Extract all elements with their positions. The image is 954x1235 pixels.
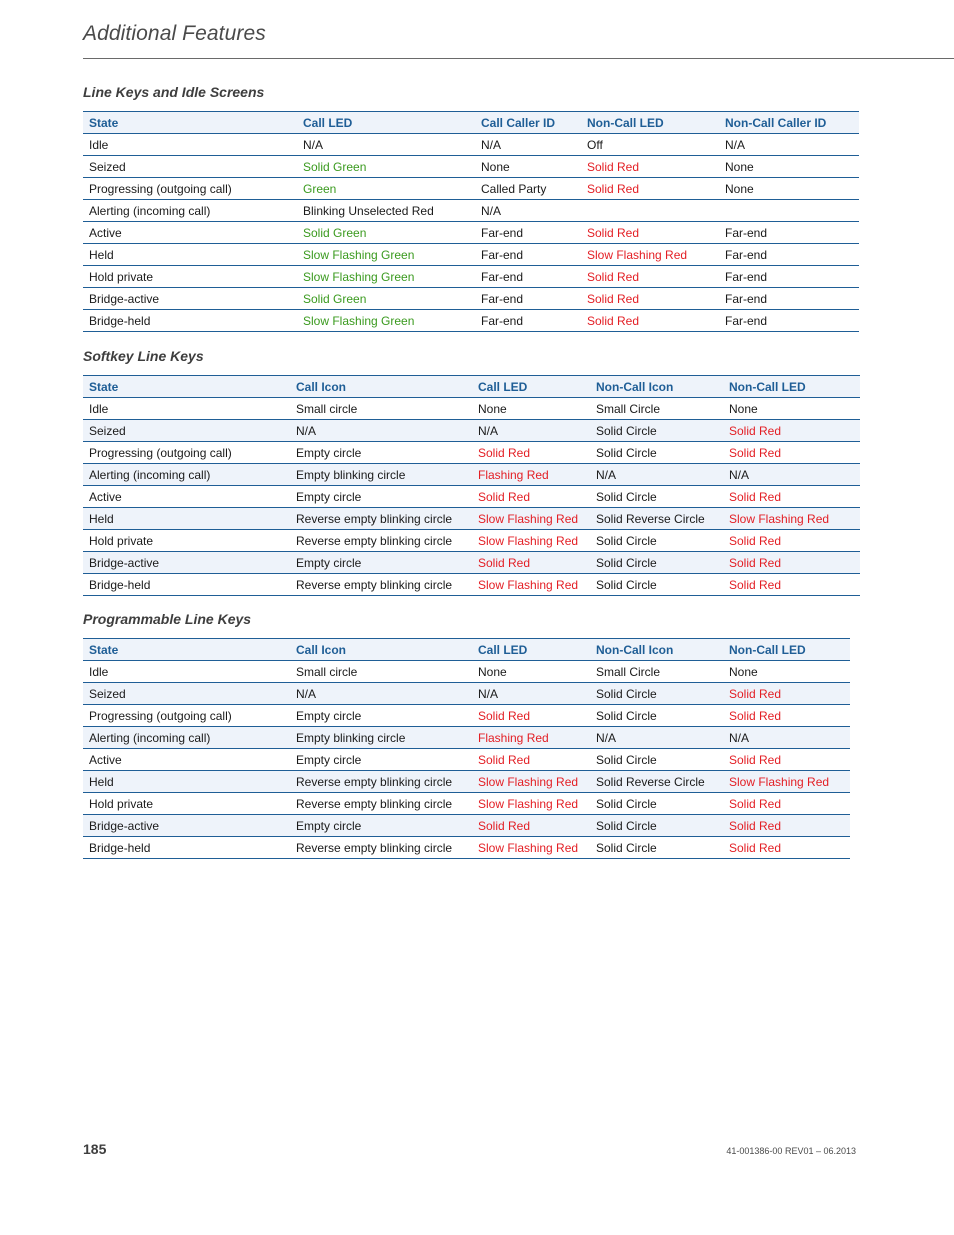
table-cell: Seized <box>83 156 297 178</box>
table-cell: None <box>472 398 590 420</box>
table-cell: Reverse empty blinking circle <box>290 837 472 859</box>
table-cell: Idle <box>83 661 290 683</box>
table-cell: N/A <box>719 134 859 156</box>
column-header: Non-Call LED <box>723 376 860 398</box>
table-cell: Slow Flashing Red <box>723 508 860 530</box>
table-cell: Far-end <box>719 244 859 266</box>
column-header: Call Icon <box>290 639 472 661</box>
table-cell: Hold private <box>83 793 290 815</box>
table-cell: Held <box>83 508 290 530</box>
table-cell: Far-end <box>475 266 581 288</box>
column-header: Non-Call Icon <box>590 639 723 661</box>
table-cell: Slow Flashing Red <box>472 530 590 552</box>
table-cell: Solid Red <box>723 683 850 705</box>
section-title-line-keys: Line Keys and Idle Screens <box>83 84 265 100</box>
table-cell: Solid Red <box>723 815 850 837</box>
table-cell: Solid Green <box>297 156 475 178</box>
table-cell: Flashing Red <box>472 464 590 486</box>
table-cell: Solid Red <box>723 530 860 552</box>
table-cell: Empty circle <box>290 486 472 508</box>
table-cell: Far-end <box>475 244 581 266</box>
table-cell: Small Circle <box>590 661 723 683</box>
table-row <box>83 178 859 200</box>
table-cell: N/A <box>590 727 723 749</box>
table-row <box>83 574 860 596</box>
table-cell: None <box>719 178 859 200</box>
table-cell: Solid Red <box>472 705 590 727</box>
table-cell: Reverse empty blinking circle <box>290 508 472 530</box>
column-header: Call Caller ID <box>475 112 581 134</box>
column-header: Call LED <box>297 112 475 134</box>
table-row <box>83 134 859 156</box>
table-cell: Slow Flashing Red <box>472 793 590 815</box>
table-row <box>83 200 859 222</box>
column-header: State <box>83 376 290 398</box>
table-cell: Solid Red <box>581 178 719 200</box>
table-cell: Solid Circle <box>590 442 723 464</box>
table-row <box>83 705 850 727</box>
table-cell: N/A <box>723 727 850 749</box>
table-cell: N/A <box>590 464 723 486</box>
page-number: 185 <box>83 1141 107 1157</box>
table-cell <box>719 200 859 222</box>
table-cell: Reverse empty blinking circle <box>290 793 472 815</box>
header-divider <box>83 58 954 59</box>
column-header: Call Icon <box>290 376 472 398</box>
table-header-row <box>83 112 859 134</box>
line-keys-table <box>83 111 859 332</box>
table-cell: Solid Red <box>723 705 850 727</box>
table-cell: Seized <box>83 420 290 442</box>
table-cell: Solid Red <box>723 837 850 859</box>
table-cell: Solid Reverse Circle <box>590 771 723 793</box>
table-cell: Solid Red <box>723 420 860 442</box>
table-cell: Far-end <box>475 288 581 310</box>
table-cell: Solid Red <box>723 486 860 508</box>
table-row <box>83 288 859 310</box>
column-header: Non-Call LED <box>723 639 850 661</box>
programmable-line-keys-table <box>83 638 850 859</box>
table-cell: Solid Circle <box>590 683 723 705</box>
table-row <box>83 552 860 574</box>
table-cell: N/A <box>472 420 590 442</box>
table-cell: None <box>719 156 859 178</box>
table-cell: N/A <box>290 683 472 705</box>
table-cell: Far-end <box>719 310 859 332</box>
table-cell: Solid Red <box>581 222 719 244</box>
table-cell: Slow Flashing Red <box>472 508 590 530</box>
table-row <box>83 156 859 178</box>
table-cell: Bridge-held <box>83 310 297 332</box>
table-cell: Far-end <box>719 222 859 244</box>
table-cell: Solid Red <box>472 815 590 837</box>
page-header-title: Additional Features <box>83 22 266 45</box>
table-row <box>83 815 850 837</box>
table-row <box>83 508 860 530</box>
table-cell: N/A <box>723 464 860 486</box>
table-row <box>83 683 850 705</box>
softkey-line-keys-table <box>83 375 860 596</box>
table-cell: Solid Circle <box>590 420 723 442</box>
column-header: Non-Call LED <box>581 112 719 134</box>
table-cell: Empty blinking circle <box>290 464 472 486</box>
table-cell: Slow Flashing Green <box>297 244 475 266</box>
table-cell: Held <box>83 771 290 793</box>
table-header-row <box>83 376 860 398</box>
table-cell: N/A <box>297 134 475 156</box>
table-cell: Solid Circle <box>590 815 723 837</box>
table-cell: Blinking Unselected Red <box>297 200 475 222</box>
table-cell: Reverse empty blinking circle <box>290 771 472 793</box>
table-cell: Idle <box>83 398 290 420</box>
table-row <box>83 222 859 244</box>
table-row <box>83 661 850 683</box>
table-cell: Solid Green <box>297 222 475 244</box>
table-cell: Empty circle <box>290 749 472 771</box>
table-cell: Progressing (outgoing call) <box>83 705 290 727</box>
table-row <box>83 464 860 486</box>
table-cell: Held <box>83 244 297 266</box>
table-cell: Reverse empty blinking circle <box>290 574 472 596</box>
table-cell: None <box>472 661 590 683</box>
table-cell: N/A <box>290 420 472 442</box>
table-row <box>83 244 859 266</box>
table-cell: Solid Red <box>472 749 590 771</box>
table-cell: Small circle <box>290 661 472 683</box>
table-cell: Solid Red <box>472 552 590 574</box>
table-cell: Slow Flashing Green <box>297 310 475 332</box>
table-cell: Solid Red <box>581 156 719 178</box>
table-cell: Empty circle <box>290 442 472 464</box>
table-cell: Alerting (incoming call) <box>83 727 290 749</box>
table-cell: Solid Red <box>723 793 850 815</box>
table-cell: Solid Red <box>581 310 719 332</box>
table-cell: Solid Circle <box>590 530 723 552</box>
table-row <box>83 837 850 859</box>
table-cell: N/A <box>475 200 581 222</box>
table-cell: Solid Red <box>723 442 860 464</box>
table-cell: Hold private <box>83 266 297 288</box>
table-cell: Progressing (outgoing call) <box>83 442 290 464</box>
table-cell: Empty circle <box>290 705 472 727</box>
table-cell: Far-end <box>475 310 581 332</box>
document-id: 41-001386-00 REV01 – 06.2013 <box>726 1146 856 1156</box>
table-cell: Slow Flashing Green <box>297 266 475 288</box>
table-cell: Empty circle <box>290 552 472 574</box>
table-cell: Solid Circle <box>590 486 723 508</box>
table-cell: Hold private <box>83 530 290 552</box>
table-cell: Called Party <box>475 178 581 200</box>
column-header: Non-Call Icon <box>590 376 723 398</box>
table-header-row <box>83 639 850 661</box>
table-cell: Progressing (outgoing call) <box>83 178 297 200</box>
table-cell: Far-end <box>719 266 859 288</box>
table-row <box>83 486 860 508</box>
table-cell: Bridge-active <box>83 815 290 837</box>
table-cell: Solid Red <box>723 552 860 574</box>
table-cell: Bridge-held <box>83 574 290 596</box>
table-cell: Slow Flashing Red <box>472 574 590 596</box>
table-cell: Solid Red <box>581 266 719 288</box>
table-cell: Empty circle <box>290 815 472 837</box>
table-row <box>83 266 859 288</box>
table-cell: Empty blinking circle <box>290 727 472 749</box>
table-cell: Solid Red <box>472 442 590 464</box>
table-cell: None <box>723 398 860 420</box>
column-header: State <box>83 112 297 134</box>
table-row <box>83 771 850 793</box>
table-cell: Solid Red <box>723 574 860 596</box>
table-cell: Solid Circle <box>590 793 723 815</box>
table-cell: Solid Red <box>472 486 590 508</box>
table-cell: Slow Flashing Red <box>472 837 590 859</box>
table-cell: None <box>475 156 581 178</box>
table-cell: Active <box>83 486 290 508</box>
table-cell: Alerting (incoming call) <box>83 464 290 486</box>
table-cell: Solid Circle <box>590 749 723 771</box>
table-cell: Slow Flashing Red <box>581 244 719 266</box>
table-cell: Off <box>581 134 719 156</box>
table-cell: N/A <box>475 134 581 156</box>
table-cell: Reverse empty blinking circle <box>290 530 472 552</box>
table-cell: Flashing Red <box>472 727 590 749</box>
table-row <box>83 442 860 464</box>
table-cell: Solid Green <box>297 288 475 310</box>
table-cell: Bridge-active <box>83 288 297 310</box>
table-cell: Bridge-active <box>83 552 290 574</box>
table-cell: Solid Circle <box>590 837 723 859</box>
section-title-programmable-line-keys: Programmable Line Keys <box>83 611 252 627</box>
column-header: Call LED <box>472 639 590 661</box>
table-row <box>83 793 850 815</box>
table-cell: Solid Circle <box>590 552 723 574</box>
column-header: Non-Call Caller ID <box>719 112 859 134</box>
table-cell: Solid Circle <box>590 574 723 596</box>
table-cell: Solid Circle <box>590 705 723 727</box>
table-cell: Active <box>83 749 290 771</box>
table-cell <box>581 200 719 222</box>
column-header: Call LED <box>472 376 590 398</box>
table-cell: Active <box>83 222 297 244</box>
table-row <box>83 749 850 771</box>
table-row <box>83 420 860 442</box>
table-cell: Small Circle <box>590 398 723 420</box>
column-header: State <box>83 639 290 661</box>
table-cell: Alerting (incoming call) <box>83 200 297 222</box>
section-title-softkey-line-keys: Softkey Line Keys <box>83 348 204 364</box>
table-row <box>83 398 860 420</box>
table-cell: Solid Red <box>581 288 719 310</box>
table-cell: Small circle <box>290 398 472 420</box>
table-cell: Far-end <box>719 288 859 310</box>
table-row <box>83 727 850 749</box>
table-row <box>83 530 860 552</box>
table-cell: Slow Flashing Red <box>472 771 590 793</box>
table-cell: Solid Red <box>723 749 850 771</box>
table-cell: Solid Reverse Circle <box>590 508 723 530</box>
table-cell: None <box>723 661 850 683</box>
table-cell: Idle <box>83 134 297 156</box>
table-cell: Seized <box>83 683 290 705</box>
table-cell: Far-end <box>475 222 581 244</box>
table-cell: Bridge-held <box>83 837 290 859</box>
table-row <box>83 310 859 332</box>
table-cell: N/A <box>472 683 590 705</box>
table-cell: Slow Flashing Red <box>723 771 850 793</box>
table-cell: Green <box>297 178 475 200</box>
